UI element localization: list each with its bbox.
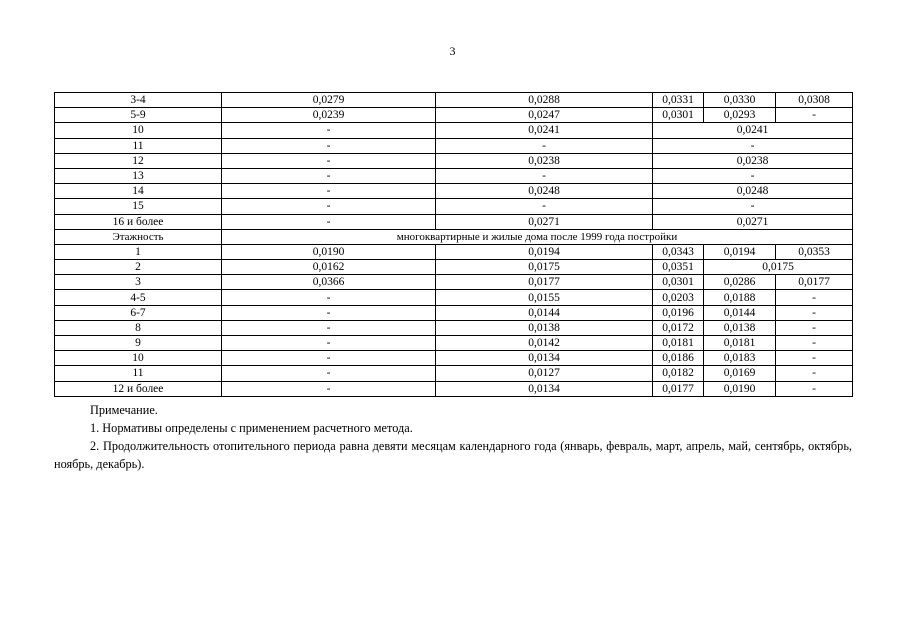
- floors-column-label: Этажность: [55, 229, 222, 244]
- table-row: [55, 290, 853, 305]
- value-cell: 0,0248: [436, 184, 653, 199]
- floors-cell: 14: [55, 184, 222, 199]
- value-cell: 0,0134: [436, 351, 653, 366]
- value-cell: -: [776, 336, 853, 351]
- value-cell: 0,0271: [436, 214, 653, 229]
- page-number: 3: [449, 44, 456, 58]
- value-cell: -: [222, 214, 436, 229]
- value-cell: 0,0181: [653, 336, 704, 351]
- section-header-row: [55, 229, 853, 244]
- value-cell: -: [776, 351, 853, 366]
- value-cell: 0,0308: [776, 93, 853, 108]
- table-row: [55, 336, 853, 351]
- note-item: 2. Продолжительность отопительного периода равна девяти месяцам календарного года (январь, февраль, март, апрель, май, сентябрь, октябрь, ноябрь, декабрь).: [54, 439, 852, 471]
- value-cell-merged: 0,0175: [704, 260, 853, 275]
- floors-cell: 10: [55, 351, 222, 366]
- value-cell-merged: 0,0271: [653, 214, 853, 229]
- value-cell: 0,0238: [436, 153, 653, 168]
- value-cell: 0,0194: [704, 244, 776, 259]
- value-cell: 0,0162: [222, 260, 436, 275]
- value-cell: -: [222, 351, 436, 366]
- section-title: многоквартирные и жилые дома после 1999 года постройки: [222, 229, 853, 244]
- value-cell-merged: -: [653, 168, 853, 183]
- table-row: [55, 108, 853, 123]
- value-cell: 0,0330: [704, 93, 776, 108]
- value-cell: -: [222, 153, 436, 168]
- table-row: [55, 381, 853, 396]
- value-cell: 0,0203: [653, 290, 704, 305]
- value-cell: 0,0366: [222, 275, 436, 290]
- value-cell: -: [436, 168, 653, 183]
- table-row: [55, 305, 853, 320]
- table-row: [55, 168, 853, 183]
- value-cell: 0,0177: [436, 275, 653, 290]
- floors-cell: 4-5: [55, 290, 222, 305]
- value-cell: 0,0183: [704, 351, 776, 366]
- floors-cell: 10: [55, 123, 222, 138]
- value-cell: 0,0286: [704, 275, 776, 290]
- floors-cell: 3-4: [55, 93, 222, 108]
- value-cell: -: [222, 168, 436, 183]
- value-cell: 0,0190: [222, 244, 436, 259]
- value-cell: 0,0186: [653, 351, 704, 366]
- value-cell: 0,0181: [704, 336, 776, 351]
- value-cell: 0,0169: [704, 366, 776, 381]
- floors-cell: 1: [55, 244, 222, 259]
- value-cell: 0,0144: [704, 305, 776, 320]
- value-cell: -: [776, 108, 853, 123]
- value-cell: 0,0175: [436, 260, 653, 275]
- table-row: [55, 320, 853, 335]
- floors-cell: 16 и более: [55, 214, 222, 229]
- value-cell: -: [222, 290, 436, 305]
- value-cell: 0,0177: [776, 275, 853, 290]
- value-cell: 0,0138: [436, 320, 653, 335]
- value-cell: 0,0177: [653, 381, 704, 396]
- value-cell: 0,0182: [653, 366, 704, 381]
- table-row: [55, 244, 853, 259]
- value-cell: -: [776, 305, 853, 320]
- value-cell: 0,0194: [436, 244, 653, 259]
- value-cell: 0,0134: [436, 381, 653, 396]
- value-cell: 0,0343: [653, 244, 704, 259]
- floors-cell: 11: [55, 366, 222, 381]
- value-cell: -: [222, 336, 436, 351]
- value-cell: -: [776, 320, 853, 335]
- value-cell: -: [222, 305, 436, 320]
- table-row: [55, 199, 853, 214]
- value-cell: 0,0301: [653, 275, 704, 290]
- table-row: [55, 184, 853, 199]
- table-row: [55, 214, 853, 229]
- table-row: [55, 260, 853, 275]
- floors-cell: 2: [55, 260, 222, 275]
- value-cell: 0,0351: [653, 260, 704, 275]
- value-cell: -: [222, 123, 436, 138]
- value-cell: 0,0353: [776, 244, 853, 259]
- value-cell: 0,0279: [222, 93, 436, 108]
- value-cell: 0,0241: [436, 123, 653, 138]
- value-cell: -: [222, 366, 436, 381]
- value-cell: 0,0247: [436, 108, 653, 123]
- table-row: [55, 153, 853, 168]
- floors-cell: 11: [55, 138, 222, 153]
- notes-heading: Примечание.: [90, 403, 158, 417]
- floors-cell: 15: [55, 199, 222, 214]
- value-cell: -: [436, 199, 653, 214]
- value-cell: -: [222, 199, 436, 214]
- value-cell: 0,0331: [653, 93, 704, 108]
- value-cell: 0,0127: [436, 366, 653, 381]
- value-cell: -: [436, 138, 653, 153]
- value-cell: 0,0144: [436, 305, 653, 320]
- value-cell-merged: -: [653, 138, 853, 153]
- value-cell: 0,0138: [704, 320, 776, 335]
- value-cell: 0,0239: [222, 108, 436, 123]
- floors-cell: 5-9: [55, 108, 222, 123]
- value-cell: 0,0196: [653, 305, 704, 320]
- value-cell: -: [222, 320, 436, 335]
- value-cell: 0,0190: [704, 381, 776, 396]
- value-cell: 0,0293: [704, 108, 776, 123]
- floors-cell: 9: [55, 336, 222, 351]
- value-cell: -: [222, 184, 436, 199]
- value-cell-merged: -: [653, 199, 853, 214]
- value-cell: -: [776, 366, 853, 381]
- floors-cell: 3: [55, 275, 222, 290]
- heating-norms-table: [54, 92, 853, 397]
- floors-cell: 12 и более: [55, 381, 222, 396]
- table-row: [55, 275, 853, 290]
- value-cell: -: [222, 138, 436, 153]
- value-cell: 0,0188: [704, 290, 776, 305]
- table-row: [55, 123, 853, 138]
- floors-cell: 8: [55, 320, 222, 335]
- value-cell: 0,0155: [436, 290, 653, 305]
- floors-cell: 13: [55, 168, 222, 183]
- value-cell-merged: 0,0248: [653, 184, 853, 199]
- value-cell: 0,0142: [436, 336, 653, 351]
- value-cell: 0,0288: [436, 93, 653, 108]
- table-row: [55, 93, 853, 108]
- notes-block: [54, 401, 852, 473]
- table-row: [55, 351, 853, 366]
- value-cell-merged: 0,0238: [653, 153, 853, 168]
- floors-cell: 12: [55, 153, 222, 168]
- note-item: 1. Нормативы определены с применением расчетного метода.: [90, 421, 413, 435]
- value-cell: -: [776, 381, 853, 396]
- value-cell: -: [776, 290, 853, 305]
- value-cell: 0,0172: [653, 320, 704, 335]
- value-cell-merged: 0,0241: [653, 123, 853, 138]
- table-row: [55, 366, 853, 381]
- value-cell: 0,0301: [653, 108, 704, 123]
- table-row: [55, 138, 853, 153]
- floors-cell: 6-7: [55, 305, 222, 320]
- value-cell: -: [222, 381, 436, 396]
